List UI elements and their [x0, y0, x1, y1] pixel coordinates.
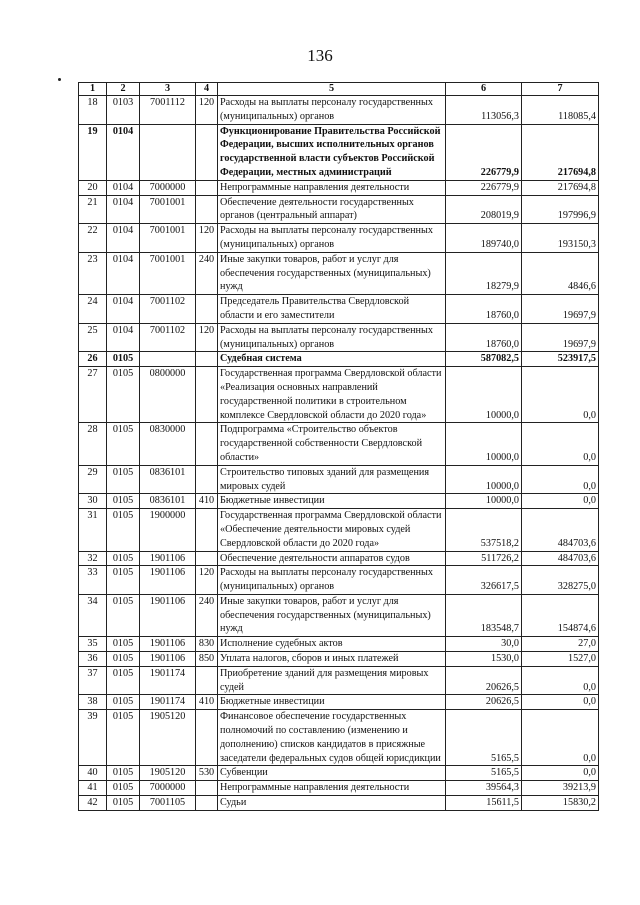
item-name: Председатель Правительства Свердловской области и его заместители	[218, 295, 446, 324]
target-article-code: 7001001	[140, 195, 196, 224]
item-name: Финансовое обеспечение государственных полномочий по составлению (изменению и дополнению) списков кандидатов в присяжные заседатели федеральных судов общей юрисдикции	[218, 710, 446, 766]
section-code: 0104	[107, 323, 140, 352]
amount-col-6: 5165,5	[446, 710, 522, 766]
table-row	[79, 96, 599, 125]
target-article-code: 7001102	[140, 323, 196, 352]
amount-col-7: 217694,8	[522, 180, 599, 195]
section-code: 0105	[107, 566, 140, 595]
row-number: 21	[79, 195, 107, 224]
expense-type-code	[196, 195, 218, 224]
row-number: 33	[79, 566, 107, 595]
section-code: 0103	[107, 96, 140, 125]
section-code: 0105	[107, 494, 140, 509]
amount-col-6: 208019,9	[446, 195, 522, 224]
section-code: 0104	[107, 295, 140, 324]
table-row	[79, 367, 599, 423]
amount-col-6: 226779,9	[446, 180, 522, 195]
target-article-code: 7001001	[140, 252, 196, 294]
amount-col-6: 10000,0	[446, 367, 522, 423]
row-number: 29	[79, 465, 107, 494]
amount-col-7: 523917,5	[522, 352, 599, 367]
section-code: 0105	[107, 367, 140, 423]
expense-type-code	[196, 295, 218, 324]
section-code: 0104	[107, 224, 140, 253]
expense-type-code: 830	[196, 637, 218, 652]
table-row	[79, 509, 599, 551]
table-row	[79, 224, 599, 253]
row-number: 42	[79, 796, 107, 811]
expense-type-code: 410	[196, 695, 218, 710]
item-name: Расходы на выплаты персоналу государственных (муниципальных) органов	[218, 566, 446, 595]
amount-col-6: 10000,0	[446, 465, 522, 494]
item-name: Расходы на выплаты персоналу государственных (муниципальных) органов	[218, 96, 446, 125]
amount-col-6: 20626,5	[446, 666, 522, 695]
amount-col-7: 328275,0	[522, 566, 599, 595]
margin-dot	[58, 78, 61, 81]
row-number: 25	[79, 323, 107, 352]
row-number: 36	[79, 652, 107, 667]
row-number: 23	[79, 252, 107, 294]
row-number: 38	[79, 695, 107, 710]
expense-type-code	[196, 509, 218, 551]
section-code: 0104	[107, 195, 140, 224]
amount-col-6: 18760,0	[446, 295, 522, 324]
amount-col-7: 118085,4	[522, 96, 599, 125]
table-row	[79, 652, 599, 667]
amount-col-7: 27,0	[522, 637, 599, 652]
table-row	[79, 124, 599, 180]
target-article-code: 0836101	[140, 465, 196, 494]
row-number: 27	[79, 367, 107, 423]
item-name: Обеспечение деятельности государственных органов (центральный аппарат)	[218, 195, 446, 224]
target-article-code: 0830000	[140, 423, 196, 465]
expense-type-code: 410	[196, 494, 218, 509]
amount-col-6: 18760,0	[446, 323, 522, 352]
target-article-code: 1901106	[140, 566, 196, 595]
section-code: 0105	[107, 423, 140, 465]
target-article-code: 1900000	[140, 509, 196, 551]
expense-type-code: 120	[196, 224, 218, 253]
expense-type-code	[196, 367, 218, 423]
table-row	[79, 695, 599, 710]
row-number: 32	[79, 551, 107, 566]
row-number: 22	[79, 224, 107, 253]
section-code: 0104	[107, 124, 140, 180]
table-row	[79, 637, 599, 652]
section-code: 0105	[107, 666, 140, 695]
header-col-4: 4	[196, 83, 218, 96]
amount-col-6: 18279,9	[446, 252, 522, 294]
amount-col-7: 19697,9	[522, 323, 599, 352]
target-article-code: 7000000	[140, 180, 196, 195]
header-col-7: 7	[522, 83, 599, 96]
table-row	[79, 195, 599, 224]
table-row	[79, 566, 599, 595]
amount-col-6: 10000,0	[446, 423, 522, 465]
amount-col-7: 19697,9	[522, 295, 599, 324]
amount-col-7: 39213,9	[522, 781, 599, 796]
amount-col-7: 0,0	[522, 710, 599, 766]
table-row	[79, 180, 599, 195]
item-name: Строительство типовых зданий для размещения мировых судей	[218, 465, 446, 494]
expense-type-code	[196, 551, 218, 566]
expense-type-code	[196, 180, 218, 195]
amount-col-6: 30,0	[446, 637, 522, 652]
target-article-code: 7001001	[140, 224, 196, 253]
expense-type-code: 240	[196, 252, 218, 294]
expense-type-code: 120	[196, 96, 218, 125]
table-row	[79, 323, 599, 352]
target-article-code: 0800000	[140, 367, 196, 423]
section-code: 0105	[107, 465, 140, 494]
target-article-code: 1901106	[140, 637, 196, 652]
section-code: 0104	[107, 180, 140, 195]
amount-col-6: 226779,9	[446, 124, 522, 180]
item-name: Расходы на выплаты персоналу государственных (муниципальных) органов	[218, 323, 446, 352]
table-row	[79, 295, 599, 324]
item-name: Государственная программа Свердловской области «Обеспечение деятельности мировых судей Свердловской области до 2020 года»	[218, 509, 446, 551]
amount-col-6: 537518,2	[446, 509, 522, 551]
table-row	[79, 594, 599, 636]
table-row	[79, 423, 599, 465]
page-number: 136	[307, 46, 333, 65]
expense-type-code	[196, 796, 218, 811]
section-code: 0105	[107, 652, 140, 667]
budget-table	[78, 82, 599, 811]
table-row	[79, 494, 599, 509]
row-number: 34	[79, 594, 107, 636]
target-article-code: 1901106	[140, 594, 196, 636]
expense-type-code	[196, 666, 218, 695]
amount-col-6: 326617,5	[446, 566, 522, 595]
header-col-5: 5	[218, 83, 446, 96]
amount-col-7: 1527,0	[522, 652, 599, 667]
item-name: Иные закупки товаров, работ и услуг для обеспечения государственных (муниципальных) нужд	[218, 252, 446, 294]
amount-col-7: 0,0	[522, 695, 599, 710]
target-article-code: 1901106	[140, 551, 196, 566]
target-article-code: 1905120	[140, 710, 196, 766]
section-code: 0105	[107, 509, 140, 551]
row-number: 26	[79, 352, 107, 367]
item-name: Подпрограмма «Строительство объектов государственной собственности Свердловской области»	[218, 423, 446, 465]
header-col-2: 2	[107, 83, 140, 96]
header-col-3: 3	[140, 83, 196, 96]
amount-col-7: 0,0	[522, 423, 599, 465]
amount-col-7: 0,0	[522, 367, 599, 423]
target-article-code	[140, 352, 196, 367]
header-row	[79, 83, 599, 96]
amount-col-7: 484703,6	[522, 509, 599, 551]
amount-col-6: 5165,5	[446, 766, 522, 781]
amount-col-7: 0,0	[522, 766, 599, 781]
target-article-code: 1901174	[140, 695, 196, 710]
amount-col-7: 154874,6	[522, 594, 599, 636]
item-name: Непрограммные направления деятельности	[218, 781, 446, 796]
amount-col-7: 4846,6	[522, 252, 599, 294]
amount-col-7: 0,0	[522, 494, 599, 509]
section-code: 0105	[107, 352, 140, 367]
target-article-code: 7000000	[140, 781, 196, 796]
item-name: Обеспечение деятельности аппаратов судов	[218, 551, 446, 566]
amount-col-7: 193150,3	[522, 224, 599, 253]
item-name: Субвенции	[218, 766, 446, 781]
row-number: 28	[79, 423, 107, 465]
expense-type-code: 120	[196, 566, 218, 595]
item-name: Судьи	[218, 796, 446, 811]
amount-col-7: 217694,8	[522, 124, 599, 180]
item-name: Исполнение судебных актов	[218, 637, 446, 652]
row-number: 19	[79, 124, 107, 180]
expense-type-code: 850	[196, 652, 218, 667]
table-row	[79, 352, 599, 367]
target-article-code	[140, 124, 196, 180]
amount-col-7: 15830,2	[522, 796, 599, 811]
section-code: 0105	[107, 637, 140, 652]
item-name: Иные закупки товаров, работ и услуг для обеспечения государственных (муниципальных) нужд	[218, 594, 446, 636]
item-name: Непрограммные направления деятельности	[218, 180, 446, 195]
amount-col-6: 39564,3	[446, 781, 522, 796]
amount-col-7: 0,0	[522, 666, 599, 695]
target-article-code: 1901174	[140, 666, 196, 695]
amount-col-7: 0,0	[522, 465, 599, 494]
section-code: 0105	[107, 710, 140, 766]
expense-type-code	[196, 352, 218, 367]
item-name: Бюджетные инвестиции	[218, 695, 446, 710]
item-name: Государственная программа Свердловской области «Реализация основных направлений государственной политики в строительном комплексе Свердловской области до 2020 года»	[218, 367, 446, 423]
expense-type-code	[196, 124, 218, 180]
target-article-code: 7001102	[140, 295, 196, 324]
item-name: Приобретение зданий для размещения мировых судей	[218, 666, 446, 695]
amount-col-6: 183548,7	[446, 594, 522, 636]
amount-col-7: 484703,6	[522, 551, 599, 566]
amount-col-6: 587082,5	[446, 352, 522, 367]
expense-type-code	[196, 465, 218, 494]
table-row	[79, 666, 599, 695]
item-name: Судебная система	[218, 352, 446, 367]
table-row	[79, 465, 599, 494]
amount-col-6: 1530,0	[446, 652, 522, 667]
table-row	[79, 252, 599, 294]
item-name: Функционирование Правительства Российской Федерации, высших исполнительных органов государственной власти субъектов Российской Федерации, местных администраций	[218, 124, 446, 180]
table-row	[79, 781, 599, 796]
section-code: 0105	[107, 766, 140, 781]
table-row	[79, 796, 599, 811]
row-number: 35	[79, 637, 107, 652]
header-col-6: 6	[446, 83, 522, 96]
expense-type-code: 120	[196, 323, 218, 352]
row-number: 40	[79, 766, 107, 781]
expense-type-code: 240	[196, 594, 218, 636]
item-name: Бюджетные инвестиции	[218, 494, 446, 509]
section-code: 0105	[107, 796, 140, 811]
amount-col-7: 197996,9	[522, 195, 599, 224]
amount-col-6: 20626,5	[446, 695, 522, 710]
target-article-code: 7001105	[140, 796, 196, 811]
row-number: 18	[79, 96, 107, 125]
expense-type-code	[196, 710, 218, 766]
target-article-code: 1905120	[140, 766, 196, 781]
row-number: 37	[79, 666, 107, 695]
row-number: 30	[79, 494, 107, 509]
section-code: 0105	[107, 695, 140, 710]
target-article-code: 1901106	[140, 652, 196, 667]
target-article-code: 7001112	[140, 96, 196, 125]
table-row	[79, 710, 599, 766]
section-code: 0105	[107, 594, 140, 636]
expense-type-code	[196, 781, 218, 796]
amount-col-6: 189740,0	[446, 224, 522, 253]
row-number: 20	[79, 180, 107, 195]
item-name: Расходы на выплаты персоналу государственных (муниципальных) органов	[218, 224, 446, 253]
table-row	[79, 551, 599, 566]
expense-type-code: 530	[196, 766, 218, 781]
amount-col-6: 10000,0	[446, 494, 522, 509]
section-code: 0105	[107, 551, 140, 566]
row-number: 31	[79, 509, 107, 551]
item-name: Уплата налогов, сборов и иных платежей	[218, 652, 446, 667]
expense-type-code	[196, 423, 218, 465]
amount-col-6: 15611,5	[446, 796, 522, 811]
section-code: 0105	[107, 781, 140, 796]
amount-col-6: 511726,2	[446, 551, 522, 566]
amount-col-6: 113056,3	[446, 96, 522, 125]
header-col-1: 1	[79, 83, 107, 96]
section-code: 0104	[107, 252, 140, 294]
table-row	[79, 766, 599, 781]
row-number: 39	[79, 710, 107, 766]
row-number: 24	[79, 295, 107, 324]
row-number: 41	[79, 781, 107, 796]
target-article-code: 0836101	[140, 494, 196, 509]
